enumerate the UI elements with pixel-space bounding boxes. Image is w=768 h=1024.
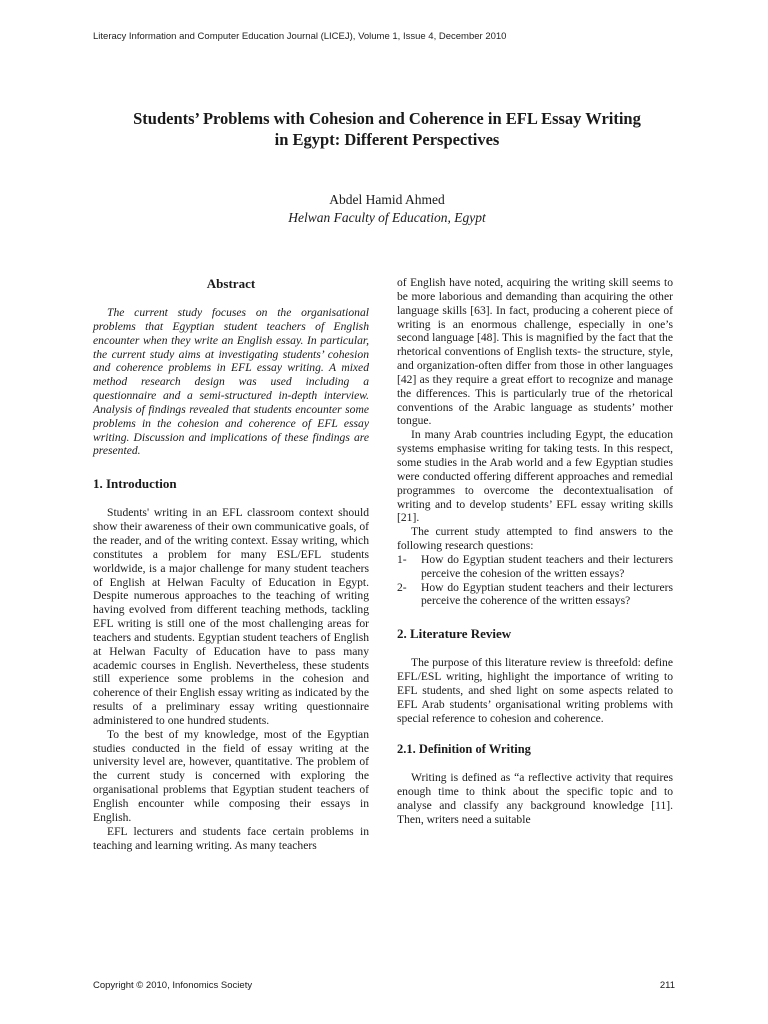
paper-title-line-1: Students’ Problems with Cohesion and Coherence in EFL Essay Writing <box>133 109 641 128</box>
paper-title-line-2: in Egypt: Different Perspectives <box>274 130 500 149</box>
author-block <box>96 191 678 227</box>
research-question-number: 2- <box>397 580 407 594</box>
abstract-text: The current study focuses on the organisational problems that Egyptian student teachers of English encounter when they write an English essay. In particular, the current study aims at investigating students’ cohesion and coherence problems in EFL essay writing. A mixed method research design was used including a questionnaire and a semi-structured in-depth interview. Analysis of findings revealed that students encounter some problems in the cohesion and coherence of EFL essay writing. Discussion and implications of these findings are presented. <box>93 306 369 458</box>
introduction-paragraph-2: To the best of my knowledge, most of the Egyptian studies conducted in the field of essay writing at the university level are, however, quantitative. The problem of the current study is concerned with exploring the organisational problems that Egyptian student teachers of English encounter while composing their essays in English. <box>93 727 369 824</box>
research-question-text: How do Egyptian student teachers and their lecturers perceive the cohesion of the written essays? <box>421 552 673 580</box>
research-question <box>397 553 673 581</box>
research-question-number: 1- <box>397 552 407 566</box>
literature-paragraph-1: The purpose of this literature review is threefold: define EFL/ESL writing, highlight the importance of writing to EFL students, and shed light on some aspects related to EFL Arab students’ organisational writing problems with special reference to cohesion and coherence. <box>397 656 673 725</box>
author-affiliation: Helwan Faculty of Education, Egypt <box>288 210 486 225</box>
paper-title <box>96 108 678 150</box>
literature-paragraph-2: Writing is defined as “a reflective activity that requires enough time to think about the specific topic and to analyse and classify any background knowledge [11]. Then, writers need a suitable <box>397 771 673 826</box>
introduction-paragraph-3: EFL lecturers and students face certain problems in teaching and learning writing. As many teachers <box>93 824 369 852</box>
running-head: Literacy Information and Computer Education Journal (LICEJ), Volume 1, Issue 4, December 2010 <box>93 31 507 42</box>
left-column <box>93 276 369 852</box>
right-column <box>397 276 673 827</box>
abstract-heading: Abstract <box>206 276 256 291</box>
research-questions-list <box>397 553 673 608</box>
introduction-heading: 1. Introduction <box>93 476 177 492</box>
footer-copyright: Copyright © 2010, Infonomics Society <box>93 980 253 991</box>
literature-review-heading: 2. Literature Review <box>397 626 512 642</box>
introduction-paragraph-4: In many Arab countries including Egypt, the education systems emphasise writing for taking tests. In this respect, some studies in the Arab world and a few Egyptian studies were conducted offering different approaches and remedial programmes to overcome the decontextualisation of writing and to develop students’ EFL essay writing skills [21]. <box>397 428 673 525</box>
research-question-text: How do Egyptian student teachers and their lecturers perceive the coherence of the written essays? <box>421 580 673 608</box>
definition-of-writing-heading: 2.1. Definition of Writing <box>397 742 531 757</box>
footer-page-number: 211 <box>659 980 675 991</box>
introduction-paragraph-3-continued: of English have noted, acquiring the writing skill seems to be more laborious and demanding than acquiring the other language skills [63]. In fact, producing a coherent piece of writing is an enormous challenge, especially in one’s second language [48]. This is magnified by the fact that the rhetorical conventions of English texts- the structure, style, and organization-often differ from those in other languages [42] as they require a great effort to recognize and manage the differences. This is particularly true of the rhetorical conventions of the Arabic language as students’ mother tongue. <box>397 276 673 428</box>
introduction-paragraph-5: The current study attempted to find answers to the following research questions: <box>397 525 673 553</box>
introduction-paragraph-1: Students' writing in an EFL classroom context should show their awareness of their own communicative goals, of the reader, and of the writing context. Essay writing, which constitutes a problem for many ESL/EFL students worldwide, is a major challenge for many student teachers of English at Helwan Faculty of Education in Egypt. Despite numerous approaches to the teaching of writing having evolved from different teaching methods, tackling EFL writing is still one of the most challenging areas for teachers and students. Egyptian student teachers of English at Helwan Faculty of Education have to pass many academic courses in English. Nevertheless, these students still experience some problems in the cohesion and coherence of their English essay writing as indicated by the results of a preliminary essay writing questionnaire administered to one hundred students. <box>93 506 369 727</box>
author-name: Abdel Hamid Ahmed <box>329 192 445 207</box>
research-question <box>397 581 673 609</box>
